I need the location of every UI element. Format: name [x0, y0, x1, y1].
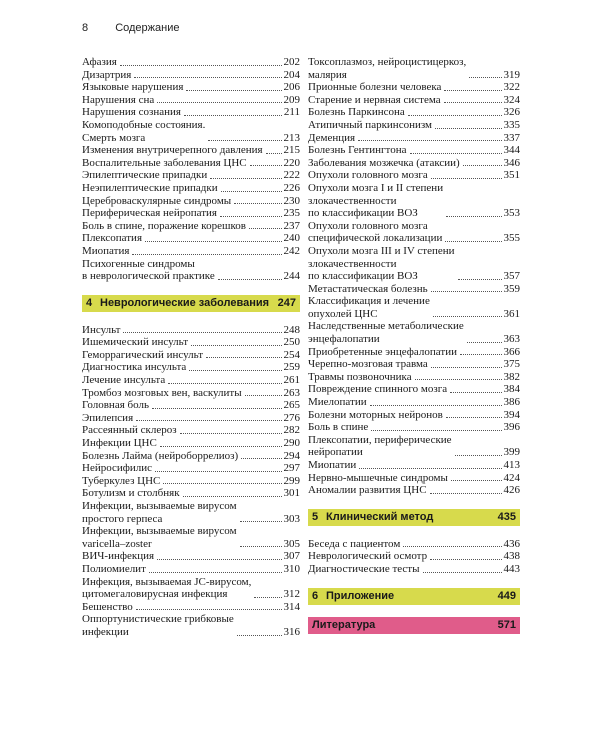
toc-entry-title: Геморрагический инсульт	[82, 348, 204, 361]
toc-entry-title: Инфекции ЦНС	[82, 437, 157, 450]
toc-entry-title: Нарушения сознания	[82, 106, 181, 119]
toc-entry-page: 226	[283, 181, 300, 194]
toc-entry-title: Болезнь Паркинсона	[308, 106, 405, 119]
toc-entry-title: Метастатическая болезнь	[308, 282, 428, 295]
toc-entry[interactable]	[308, 245, 520, 283]
toc-entry[interactable]	[308, 94, 520, 107]
toc-entry-title: Классификация и лечение опухолей ЦНС	[308, 295, 430, 320]
dot-leader	[371, 430, 501, 431]
dot-leader	[467, 342, 502, 343]
toc-entry-title: Опухоли головного мозга специфической локализации	[308, 219, 443, 245]
toc-entry-title: Беседа с пациентом	[308, 537, 401, 550]
section-number: 4	[86, 297, 93, 310]
toc-entry[interactable]	[82, 106, 300, 119]
toc-entry-page: 250	[283, 336, 300, 349]
dot-leader	[220, 216, 282, 217]
toc-entry[interactable]	[82, 56, 300, 69]
toc-entry[interactable]	[308, 220, 520, 245]
toc-entry[interactable]	[308, 484, 520, 497]
toc-list	[308, 538, 520, 576]
toc-entry-title: Эпилепсия	[82, 411, 134, 424]
toc-entry[interactable]	[308, 434, 520, 459]
toc-entry[interactable]	[82, 324, 300, 337]
dot-leader	[145, 241, 281, 242]
toc-entry-title: Диагностические тесты	[308, 562, 420, 575]
toc-entry-page: 263	[283, 386, 300, 399]
dot-leader	[157, 102, 281, 103]
dot-leader	[430, 493, 502, 494]
toc-entry-title: Нейросифилис	[82, 462, 153, 475]
toc-entry[interactable]	[82, 81, 300, 94]
toc-entry-title: Комоподобные состояния. Смерть мозга	[82, 118, 206, 144]
toc-entry-page: 206	[283, 81, 300, 94]
dot-leader	[358, 140, 501, 141]
section-header-5[interactable]	[308, 509, 520, 526]
toc-entry-page: 396	[503, 421, 520, 434]
toc-entry-page: 276	[283, 411, 300, 424]
dot-leader	[168, 383, 281, 384]
dot-leader	[403, 546, 501, 547]
toc-entry-title: Изменения внутричерепного давления	[82, 144, 263, 157]
toc-entry-page: 443	[503, 562, 520, 575]
toc-entry[interactable]	[82, 245, 300, 258]
page-number: 8	[82, 22, 89, 34]
dot-leader	[431, 367, 502, 368]
toc-entry-page: 438	[503, 550, 520, 563]
toc-entry[interactable]	[82, 613, 300, 638]
toc-entry-page: 230	[283, 194, 300, 207]
toc-entry-page: 265	[283, 399, 300, 412]
dot-leader	[189, 370, 281, 371]
dot-leader	[370, 405, 502, 406]
dot-leader	[444, 90, 501, 91]
toc-entry-page: 213	[283, 131, 300, 144]
toc-entry-page: 314	[283, 600, 300, 613]
toc-entry-page: 211	[283, 106, 300, 119]
dot-leader	[132, 254, 281, 255]
dot-leader	[359, 468, 501, 469]
toc-entry[interactable]	[82, 475, 300, 488]
dot-leader	[186, 90, 281, 91]
toc-entry-title: Психогенные синдромы в неврологической практике	[82, 257, 215, 283]
toc-entry-page: 303	[283, 512, 300, 525]
toc-entry-page: 244	[283, 270, 300, 283]
toc-entry-page: 297	[283, 462, 300, 475]
dot-leader	[149, 572, 282, 573]
dot-leader	[237, 635, 282, 636]
toc-entry-page: 386	[503, 396, 520, 409]
section-page: 571	[497, 619, 516, 632]
toc-entry-page: 382	[503, 370, 520, 383]
toc-entry-title: Боль в спине, поражение корешков	[82, 219, 246, 232]
toc-entry-title: Инфекции, вызываемые вирусом varicella–zoster	[82, 525, 237, 550]
toc-entry[interactable]	[308, 550, 520, 563]
toc-entry-title: Нервно-мышечные синдромы	[308, 471, 448, 484]
dot-leader	[218, 279, 282, 280]
toc-entry[interactable]	[82, 550, 300, 563]
toc-entry[interactable]	[308, 563, 520, 576]
toc-entry-title: Бешенство	[82, 600, 133, 613]
toc-entry[interactable]	[82, 563, 300, 576]
toc-entry-title: Плексопатии, периферические нейропатии	[308, 433, 452, 459]
toc-entry-page: 242	[283, 244, 300, 257]
toc-entry-page: 240	[283, 232, 300, 245]
dot-leader	[120, 65, 282, 66]
toc-entry[interactable]	[82, 500, 300, 525]
toc-entry-page: 351	[503, 169, 520, 182]
dot-leader	[136, 609, 282, 610]
toc-entry[interactable]	[308, 169, 520, 182]
toc-entry[interactable]	[82, 374, 300, 387]
toc-entry-title: Старение и нервная система	[308, 93, 441, 106]
toc-entry-title: Нарушения сна	[82, 93, 155, 106]
dot-leader	[240, 521, 282, 522]
toc-entry-title: Опухоли мозга III и IV степени злокачественности по классификации ВОЗ	[308, 244, 455, 283]
dot-leader	[435, 128, 501, 129]
toc-entry-page: 215	[283, 144, 300, 157]
section-title: Неврологические заболевания	[100, 297, 270, 310]
dot-leader	[458, 279, 502, 280]
toc-entry[interactable]	[308, 182, 520, 220]
toc-entry-title: Диагностика инсульта	[82, 361, 187, 374]
page-header	[82, 22, 179, 34]
dot-leader	[206, 357, 281, 358]
toc-entry-page: 346	[503, 156, 520, 169]
toc-left-column	[82, 56, 300, 639]
toc-entry-title: Дизартрия	[82, 68, 132, 81]
dot-leader	[410, 153, 502, 154]
dot-leader	[455, 455, 502, 456]
dot-leader	[254, 597, 281, 598]
section-number: 5	[312, 511, 319, 524]
toc-entry-title: Прионные болезни человека	[308, 81, 442, 94]
dot-leader	[240, 546, 282, 547]
toc-entry[interactable]	[308, 421, 520, 434]
toc-entry-page: 305	[283, 537, 300, 550]
toc-entry-title: Инсульт	[82, 323, 121, 336]
toc-entry[interactable]	[82, 169, 300, 182]
toc-entry-title: ВИЧ-инфекция	[82, 550, 155, 563]
toc-entry-title: Эпилептические припадки	[82, 169, 208, 182]
toc-entry-page: 322	[503, 81, 520, 94]
toc-entry[interactable]	[308, 538, 520, 551]
dot-leader	[446, 216, 501, 217]
dot-leader	[183, 496, 282, 497]
section-header-literature[interactable]	[308, 617, 520, 634]
toc-entry-title: Воспалительные заболевания ЦНС	[82, 156, 247, 169]
section-page: 449	[497, 590, 516, 603]
section-title: Литература	[312, 619, 376, 632]
toc-entry[interactable]	[82, 412, 300, 425]
toc-entry-title: Боль в спине	[308, 421, 369, 434]
toc-entry-title: Рассеянный склероз	[82, 424, 177, 437]
toc-entry-page: 353	[503, 207, 520, 220]
toc-entry[interactable]	[82, 157, 300, 170]
dot-leader	[463, 165, 502, 166]
toc-entry[interactable]	[82, 601, 300, 614]
toc-entry-page: 359	[503, 282, 520, 295]
dot-leader	[208, 140, 281, 141]
toc-entry-page: 301	[283, 487, 300, 500]
toc-entry-page: 436	[503, 537, 520, 550]
toc-entry-page: 361	[503, 307, 520, 320]
section-page: 435	[497, 511, 516, 524]
dot-leader	[136, 420, 281, 421]
dot-leader	[444, 102, 502, 103]
toc-entry-title: Приобретенные энцефалопатии	[308, 345, 457, 358]
section-header-4[interactable]	[82, 295, 300, 312]
toc-entry-title: Токсоплазмоз, нейроцистицеркоз, малярия	[308, 56, 467, 81]
toc-entry-page: 366	[503, 345, 520, 358]
toc-entry-page: 355	[503, 232, 520, 245]
toc-entry-title: Болезни моторных нейронов	[308, 408, 443, 421]
section-title: Приложение	[326, 590, 395, 603]
toc-entry-title: Туберкулез ЦНС	[82, 474, 161, 487]
toc-entry[interactable]	[308, 472, 520, 485]
toc-entry-page: 357	[503, 270, 520, 283]
toc-entry[interactable]	[82, 450, 300, 463]
dot-leader	[157, 559, 281, 560]
toc-entry-page: 290	[283, 437, 300, 450]
dot-leader	[249, 228, 282, 229]
toc-entry-title: Миопатии	[308, 459, 357, 471]
toc-entry-title: Опухоли головного мозга	[308, 169, 428, 182]
dot-leader	[163, 483, 281, 484]
toc-entry-page: 312	[283, 588, 300, 601]
toc-entry[interactable]	[82, 232, 300, 245]
toc-entry-page: 424	[503, 471, 520, 484]
toc-entry-page: 222	[283, 169, 300, 182]
toc-entry-title: Языковые нарушения	[82, 81, 184, 94]
toc-entry[interactable]	[82, 336, 300, 349]
toc-entry-page: 235	[283, 207, 300, 220]
dot-leader	[180, 433, 282, 434]
toc-right-column	[308, 56, 520, 646]
toc-entry[interactable]	[82, 220, 300, 233]
toc-entry-page: 294	[283, 449, 300, 462]
toc-entry-title: Болезнь Гентингтона	[308, 144, 407, 157]
toc-entry-title: Неэпилептические припадки	[82, 181, 218, 194]
toc-entry-page: 248	[283, 323, 300, 336]
section-header-6[interactable]	[308, 588, 520, 605]
dot-leader	[123, 332, 281, 333]
toc-entry-page: 375	[503, 358, 520, 371]
toc-entry-title: Наследственные метаболические энцефалопатии	[308, 320, 464, 346]
toc-entry-title: Атипичный паркинсонизм	[308, 118, 433, 131]
toc-entry[interactable]	[82, 399, 300, 412]
toc-entry-page: 324	[503, 93, 520, 106]
dot-leader	[234, 203, 281, 204]
dot-leader	[445, 241, 501, 242]
toc-entry[interactable]	[308, 56, 520, 81]
toc-entry[interactable]	[308, 144, 520, 157]
toc-entry-title: Деменция	[308, 131, 356, 144]
toc-entry[interactable]	[82, 576, 300, 601]
dot-leader	[250, 165, 282, 166]
toc-entry[interactable]	[82, 437, 300, 450]
dot-leader	[446, 417, 502, 418]
toc-entry[interactable]	[308, 358, 520, 371]
dot-leader	[241, 458, 281, 459]
toc-entry-title: Травмы позвоночника	[308, 370, 412, 383]
toc-entry-page: 426	[503, 484, 520, 497]
dot-leader	[431, 291, 502, 292]
toc-entry-page: 282	[283, 424, 300, 437]
dot-leader	[450, 392, 501, 393]
toc-entry-title: Лечение инсульта	[82, 374, 166, 387]
toc-entry[interactable]	[82, 525, 300, 550]
section-title: Клинический метод	[326, 511, 434, 524]
toc-entry-page: 335	[503, 118, 520, 131]
toc-entry-title: Цереброваскулярные синдромы	[82, 194, 232, 207]
dot-leader	[266, 153, 282, 154]
toc-entry[interactable]	[82, 182, 300, 195]
toc-entry[interactable]	[82, 462, 300, 475]
toc-entry[interactable]	[308, 157, 520, 170]
toc-entry-page: 299	[283, 474, 300, 487]
toc-entry[interactable]	[308, 409, 520, 422]
toc-entry[interactable]	[82, 119, 300, 144]
toc-entry-page: 394	[503, 408, 520, 421]
toc-entry-page: 254	[283, 348, 300, 361]
toc-entry[interactable]	[82, 69, 300, 82]
toc-entry[interactable]	[308, 396, 520, 409]
toc-entry[interactable]	[308, 320, 520, 345]
toc-entry[interactable]	[82, 349, 300, 362]
toc-entry-title: Опухоли мозга I и II степени злокачественности по классификации ВОЗ	[308, 181, 444, 220]
running-title: Содержание	[115, 22, 180, 34]
toc-entry-page: 204	[283, 68, 300, 81]
toc-entry[interactable]	[82, 94, 300, 107]
dot-leader	[423, 572, 502, 573]
toc-entry-page: 261	[283, 374, 300, 387]
toc-entry-page: 363	[503, 333, 520, 346]
toc-entry-title: Головная боль	[82, 399, 149, 412]
toc-entry-page: 399	[503, 446, 520, 459]
toc-entry-page: 384	[503, 383, 520, 396]
toc-entry-title: Инфекция, вызываемая JC-вирусом, цитомегаловирусная инфекция	[82, 575, 252, 601]
toc-entry-page: 316	[283, 625, 300, 638]
toc-entry[interactable]	[308, 459, 520, 472]
toc-entry[interactable]	[308, 383, 520, 396]
toc-entry-title: Заболевания мозжечка (атаксии)	[308, 156, 460, 169]
dot-leader	[184, 115, 282, 116]
toc-entry[interactable]	[308, 283, 520, 296]
toc-entry[interactable]	[308, 371, 520, 384]
dot-leader	[451, 480, 502, 481]
toc-entry[interactable]	[308, 132, 520, 145]
section-number: 6	[312, 590, 319, 603]
toc-entry[interactable]	[82, 424, 300, 437]
dot-leader	[221, 191, 282, 192]
dot-leader	[245, 395, 282, 396]
toc-entry-title: Аномалии развития ЦНС	[308, 484, 427, 497]
toc-entry-page: 413	[503, 459, 520, 471]
dot-leader	[191, 345, 281, 346]
toc-entry[interactable]	[308, 346, 520, 359]
toc-entry-page: 337	[503, 131, 520, 144]
section-page: 247	[277, 297, 296, 310]
toc-entry-title: Полиомиелит	[82, 562, 146, 575]
toc-entry-page: 220	[283, 156, 300, 169]
toc-entry-page: 310	[283, 562, 300, 575]
toc-entry-page: 326	[503, 106, 520, 119]
toc-entry-title: Ишемический инсульт	[82, 336, 189, 349]
toc-entry-title: Ботулизм и столбняк	[82, 487, 180, 500]
toc-entry-title: Миопатия	[82, 244, 130, 257]
toc-list	[308, 56, 520, 497]
toc-entry-title: Плексопатия	[82, 232, 143, 245]
toc-entry-title: Неврологический осмотр	[308, 550, 428, 563]
dot-leader	[134, 77, 281, 78]
dot-leader	[415, 379, 502, 380]
toc-entry[interactable]	[82, 207, 300, 220]
dot-leader	[433, 316, 502, 317]
toc-entry-page: 319	[503, 68, 520, 81]
dot-leader	[210, 178, 281, 179]
toc-entry[interactable]	[82, 361, 300, 374]
dot-leader	[160, 446, 282, 447]
dot-leader	[152, 408, 282, 409]
toc-entry[interactable]	[82, 195, 300, 208]
toc-entry[interactable]	[82, 487, 300, 500]
toc-entry[interactable]	[82, 387, 300, 400]
dot-leader	[430, 559, 501, 560]
toc-entry-title: Черепно-мозговая травма	[308, 358, 428, 371]
toc-entry-page: 209	[283, 93, 300, 106]
toc-entry-title: Афазия	[82, 56, 117, 68]
toc-entry-title: Оппортунистические грибковые инфекции	[82, 613, 234, 638]
dot-leader	[460, 354, 502, 355]
toc-entry-page: 237	[283, 219, 300, 232]
toc-entry-title: Миелопатии	[308, 396, 367, 409]
dot-leader	[431, 178, 502, 179]
dot-leader	[469, 77, 501, 78]
toc-list	[82, 324, 300, 639]
toc-entry-page: 307	[283, 550, 300, 563]
toc-entry[interactable]	[308, 119, 520, 132]
toc-entry-title: Повреждение спинного мозга	[308, 383, 448, 396]
dot-leader	[155, 471, 281, 472]
toc-entry[interactable]	[308, 81, 520, 94]
toc-entry-page: 259	[283, 361, 300, 374]
toc-entry-title: Тромбоз мозговых вен, васкулиты	[82, 386, 242, 399]
dot-leader	[408, 115, 502, 116]
toc-entry-title: Болезнь Лайма (нейроборрелиоз)	[82, 449, 239, 462]
toc-list	[82, 56, 300, 283]
toc-entry[interactable]	[82, 144, 300, 157]
toc-entry[interactable]	[308, 106, 520, 119]
toc-entry-title: Инфекции, вызываемые вирусом простого герпеса	[82, 500, 237, 525]
toc-entry[interactable]	[308, 295, 520, 320]
toc-entry-page: 344	[503, 144, 520, 157]
toc-entry-page: 202	[283, 56, 300, 68]
toc-entry[interactable]	[82, 258, 300, 283]
toc-entry-title: Периферическая нейропатия	[82, 207, 217, 220]
